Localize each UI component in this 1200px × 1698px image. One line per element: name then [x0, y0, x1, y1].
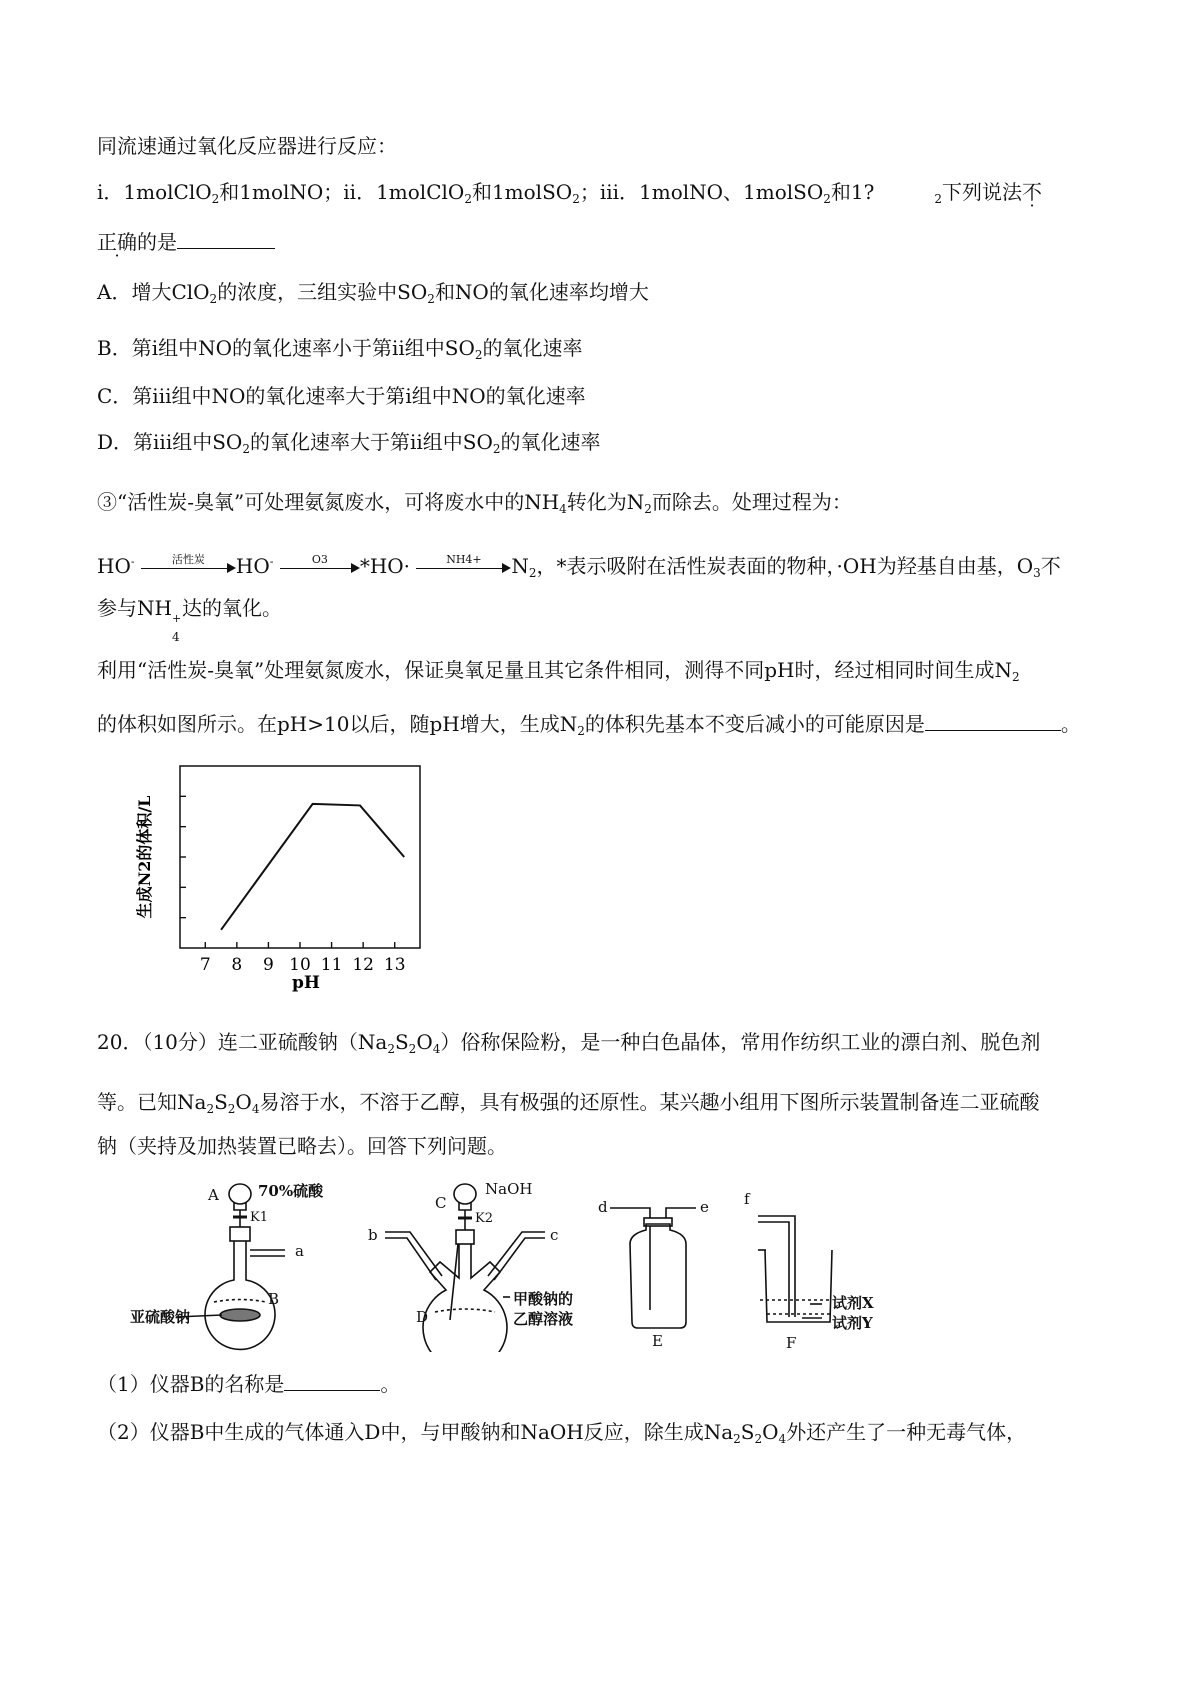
- q20-line-1: 20．（10分）连二亚硫酸钠$(Na_2S_2O_4)$俗称保险粉，是一种白色晶体，常用作纺织工业的漂白剂、脱色剂: [97, 1030, 1041, 1056]
- x-tick-label: 11: [320, 955, 343, 975]
- apparatus-f: [758, 1216, 832, 1322]
- option-d: D．第iii组中$SO_2$的氧化速率大于第ii组中$SO_2$的氧化速率: [97, 430, 601, 456]
- q20-line-3: 钠（夹持及加热装置已略去）。回答下列问题。: [97, 1134, 507, 1158]
- series-line: [221, 804, 404, 930]
- y-axis-label: 生成N2的体积/L: [135, 795, 154, 919]
- svg-text:e: e: [700, 1198, 709, 1216]
- svg-text:A: A: [208, 1186, 219, 1204]
- answer-blank-1[interactable]: [177, 230, 275, 249]
- svg-text:70%硫酸: 70%硫酸: [258, 1182, 324, 1200]
- x-tick-label: 8: [231, 955, 243, 975]
- question-stem-line: 正确的是: [97, 228, 275, 256]
- usage-line-2: 的体积如图所示。在pH>10以后，随pH增大，生成$N_2$的体积先基本不变后减小的可能原因是 。: [97, 712, 1081, 738]
- n2-volume-chart: [130, 760, 430, 1000]
- q2-line: （2）仪器B中生成的气体通入D中，与甲酸钠和NaOH反应，除生成$Na_2S_2O_4$外还产生了一种无毒气体，: [97, 1420, 1027, 1446]
- usage-line-1: 利用“活性炭-臭氧”处理氨氮废水，保证臭氧足量且其它条件相同，测得不同pH时，经过相同时间生成$N_2$: [97, 658, 1020, 684]
- svg-text:E: E: [652, 1332, 663, 1350]
- svg-text:B: B: [268, 1290, 280, 1308]
- svg-text:C: C: [435, 1194, 447, 1212]
- svg-text:甲酸钠的: 甲酸钠的: [513, 1290, 574, 1308]
- x-tick-label: 12: [352, 955, 374, 975]
- svg-text:d: d: [598, 1198, 608, 1216]
- q20-line-2: 等。已知$Na_2S_2O_4$易溶于水，不溶于乙醇，具有极强的还原性。某兴趣小组用下图所示装置制备连二亚硫酸: [97, 1090, 1040, 1116]
- answer-blank-2[interactable]: [925, 712, 1061, 731]
- svg-text:c: c: [550, 1226, 559, 1244]
- svg-text:亚硫酸钠: 亚硫酸钠: [130, 1308, 191, 1326]
- emphasis-zheng: 正确: [97, 230, 137, 254]
- svg-text:D: D: [416, 1308, 429, 1326]
- apparatus-diagram: [130, 1172, 1000, 1352]
- x-tick-label: 10: [289, 955, 311, 975]
- option-a: A．增大ClO$_2$的浓度，三组实验中$SO_2$和NO的氧化速率均增大: [97, 280, 649, 306]
- part3-line: ③“活性炭-臭氧”可处理氨氮废水，可将废水中的$NH_4$转化为$N_2$而除去。处理过程为：: [97, 490, 852, 516]
- apparatus-ab: [176, 1184, 285, 1349]
- reaction-equation: HO- 活性炭 HO- O3 *HO· NH4+ $N_2$，*表示吸附在活性炭表面的物种，·OH为羟基自由基，$O_3$不: [97, 552, 1061, 580]
- svg-text:乙醇溶液: 乙醇溶液: [513, 1310, 574, 1328]
- x-tick-label: 7: [199, 955, 211, 975]
- x-tick-label: 13: [383, 955, 406, 975]
- groups-line: i．1molClO$_2$和1molNO；ii．1molClO$_2$和1molSO$_2$；iii．1molNO、1molSO$_2$和1? $_2$下列说法不: [97, 180, 1042, 206]
- x-axis-label: pH: [292, 973, 320, 993]
- option-b: B．第i组中NO的氧化速率小于第ii组中$SO_2$的氧化速率: [97, 336, 583, 362]
- svg-text:f: f: [744, 1190, 750, 1208]
- apparatus-e: [610, 1208, 696, 1328]
- svg-text:试剂X: 试剂X: [832, 1294, 874, 1312]
- x-tick-label: 9: [263, 955, 274, 975]
- arrow-ammonium: NH4+: [416, 558, 511, 578]
- svg-text:F: F: [786, 1334, 797, 1352]
- svg-text:K1: K1: [250, 1210, 268, 1225]
- svg-text:K2: K2: [475, 1211, 493, 1226]
- chart-frame: [180, 766, 420, 948]
- option-c: C．第iii组中NO的氧化速率大于第i组中NO的氧化速率: [97, 384, 586, 408]
- svg-text:试剂Y: 试剂Y: [832, 1314, 873, 1332]
- svg-text:b: b: [368, 1226, 378, 1244]
- answer-blank-3[interactable]: [284, 1372, 380, 1391]
- intro-line: 同流速通过氧化反应器进行反应：: [97, 134, 397, 158]
- equation-continued: 参与NH + 4 达的氧化。: [97, 596, 282, 644]
- q1-line: （1）仪器B的名称是 。: [97, 1372, 401, 1396]
- svg-text:NaOH: NaOH: [485, 1180, 533, 1198]
- svg-text:a: a: [295, 1242, 304, 1260]
- arrow-ozone: O3: [280, 558, 360, 578]
- arrow-activated-carbon: 活性炭: [141, 558, 236, 578]
